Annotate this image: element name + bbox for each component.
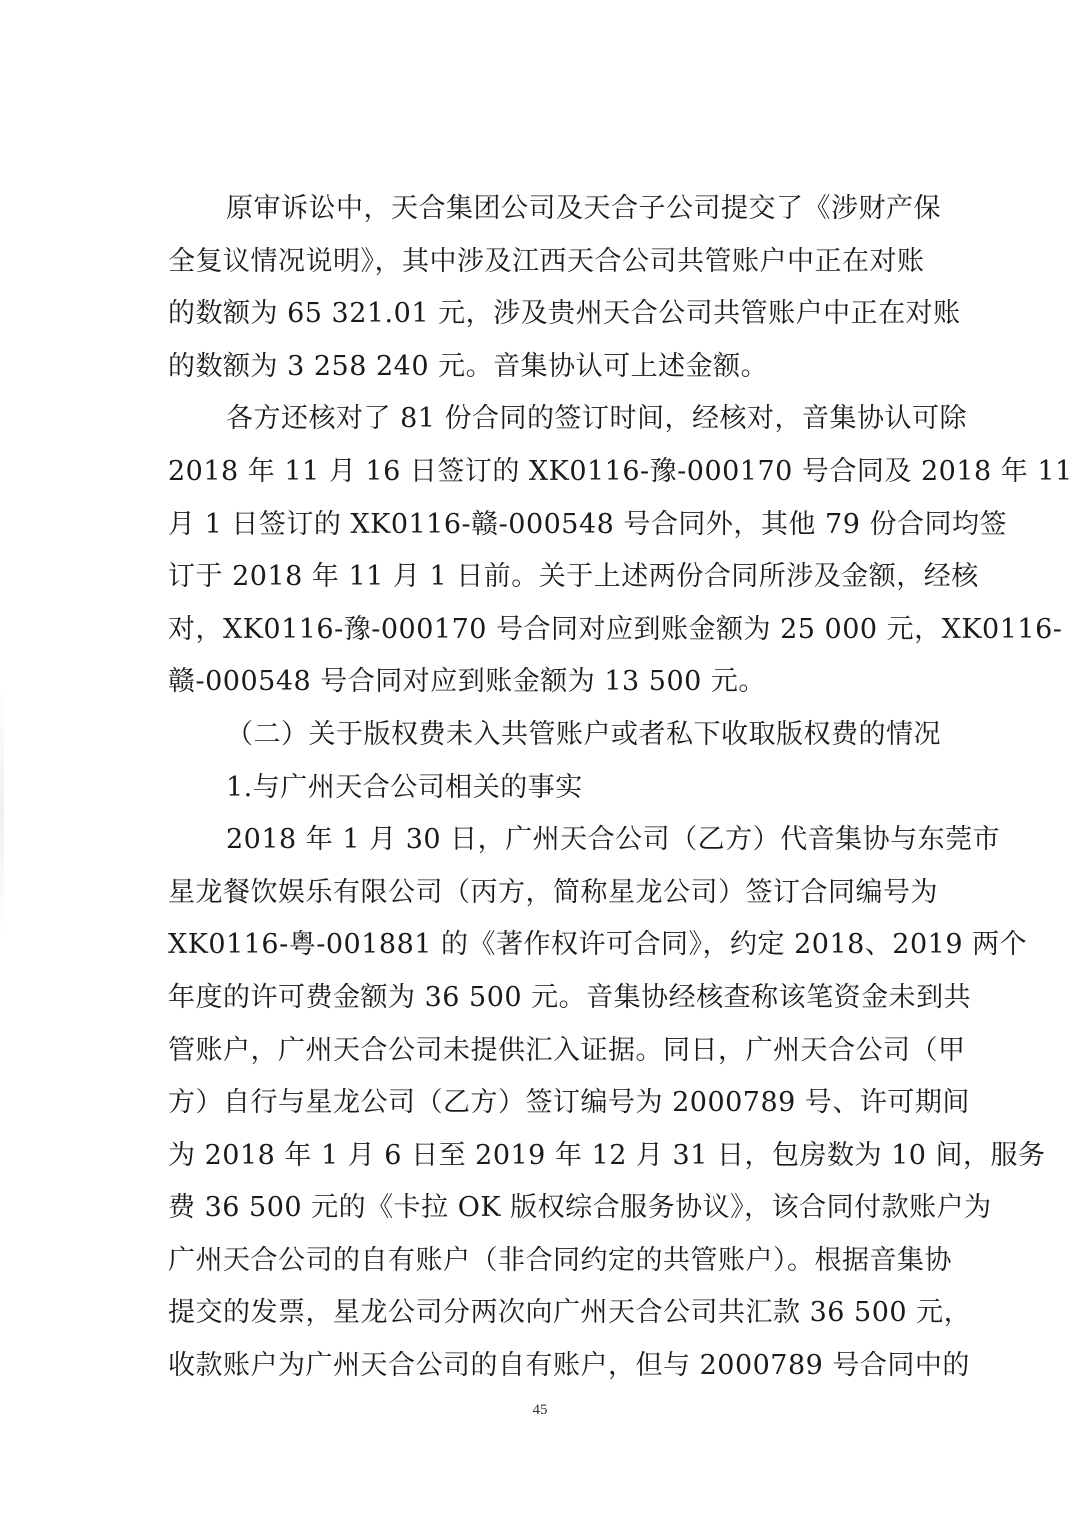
paragraph-line: XK0116-粤-001881 的《著作权许可合同》，约定 2018、2019 两个 [168,929,1028,961]
paragraph-line: 的数额为 3 258 240 元。音集协认可上述金额。 [168,350,769,382]
paragraph-line: 为 2018 年 1 月 6 日至 2019 年 12 月 31 日，包房数为 10 间，服务 [168,1139,1046,1171]
paragraph-line: 星龙餐饮娱乐有限公司（丙方，简称星龙公司）签订合同编号为 [168,876,938,908]
paragraph-line: 赣-000548 号合同对应到账金额为 13 500 元。 [168,666,766,698]
paragraph-line: 收款账户为广州天合公司的自有账户，但与 2000789 号合同中的 [168,1350,970,1382]
paragraph-line: 订于 2018 年 11 月 1 日前。关于上述两份合同所涉及金额，经核 [168,561,979,593]
paragraph-line: 全复议情况说明》，其中涉及江西天合公司共管账户中正在对账 [168,245,925,277]
section-heading: （二）关于版权费未入共管账户或者私下收取版权费的情况 [226,718,941,750]
paragraph-line: 管账户，广州天合公司未提供汇入证据。同日，广州天合公司（甲 [168,1034,966,1066]
paragraph-line: 年度的许可费金额为 36 500 元。音集协经核查称该笔资金未到共 [168,981,972,1013]
paragraph-line: 广州天合公司的自有账户（非合同约定的共管账户）。根据音集协 [168,1244,952,1276]
paragraph-line: 各方还核对了 81 份合同的签订时间，经核对，音集协认可除 [226,403,968,435]
paragraph-line: 提交的发票，星龙公司分两次向广州天合公司共汇款 36 500 元， [168,1297,972,1329]
paragraph-line: 月 1 日签订的 XK0116-赣-000548 号合同外，其他 79 份合同均签 [168,508,1007,540]
paragraph-line: 方）自行与星龙公司（乙方）签订编号为 2000789 号、许可期间 [168,1087,970,1119]
paragraph-line: 2018 年 1 月 30 日，广州天合公司（乙方）代音集协与东莞市 [226,824,1001,856]
page-number: 45 [532,1402,548,1418]
paragraph-line: 2018 年 11 月 16 日签订的 XK0116-豫-000170 号合同及 2018 年 11 [168,455,1073,487]
paragraph-line: 对，XK0116-豫-000170 号合同对应到账金额为 25 000 元，XK0116- [168,613,1063,645]
body-text [168,183,1073,1393]
scan-edge-shadow [0,680,4,940]
paragraph-line: 费 36 500 元的《卡拉 OK 版权综合服务协议》，该合同付款账户为 [168,1192,992,1224]
paragraph-line: 的数额为 65 321.01 元，涉及贵州天合公司共管账户中正在对账 [168,298,961,330]
paragraph-line: 原审诉讼中，天合集团公司及天合子公司提交了《涉财产保 [226,193,941,224]
subsection-heading: 1.与广州天合公司相关的事实 [226,771,583,803]
